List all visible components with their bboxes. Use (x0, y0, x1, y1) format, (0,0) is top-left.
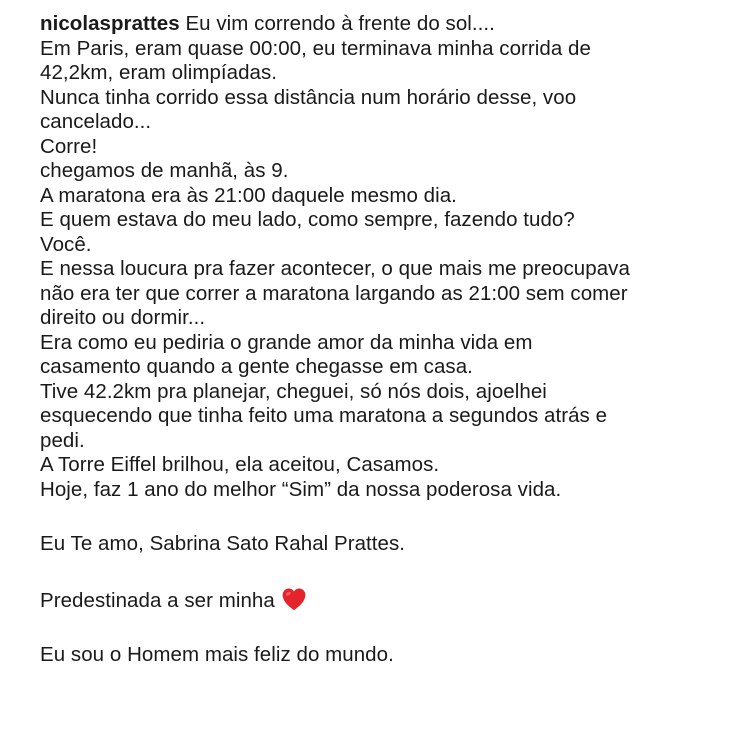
line-gap (40, 557, 730, 587)
caption-first-line (40, 12, 730, 37)
caption-line: cancelado... (40, 110, 152, 133)
caption-line: Tive 42.2km pra planejar, cheguei, só nós dois, ajoelhei (40, 379, 547, 403)
caption-line: A maratona era às 21:00 daquele mesmo dia. (40, 183, 457, 207)
caption-opening-text: Eu vim correndo à frente do sol.... (185, 12, 495, 35)
line-gap (40, 613, 730, 643)
caption-line: Em Paris, eram quase 00:00, eu terminava minha corrida de (40, 36, 591, 60)
caption-closing-line: Eu sou o Homem mais feliz do mundo. (40, 643, 394, 666)
caption-line: E quem estava do meu lado, como sempre, fazendo tudo? (40, 208, 575, 231)
caption-line: Corre! (40, 134, 98, 158)
caption-line: pedi. (40, 428, 85, 452)
caption-line: Era como eu pediria o grande amor da minha vida em (40, 330, 533, 354)
caption-line: Nunca tinha corrido essa distância num horário desse, voo (40, 85, 577, 109)
caption-line: A Torre Eiffel brilhou, ela aceitou, Casamos. (40, 453, 440, 476)
caption-line: casamento quando a gente chegasse em casa. (40, 355, 473, 378)
caption-line: direito ou dormir... (40, 306, 206, 329)
caption-line: esquecendo que tinha feito uma maratona a segundos atrás e (40, 404, 608, 427)
caption-line: E nessa loucura pra fazer acontecer, o que mais me preocupava (40, 257, 630, 280)
caption-line: 42,2km, eram olimpíadas. (40, 61, 278, 84)
caption-line: Você. (40, 232, 92, 256)
caption-predestined-line (40, 587, 730, 614)
line-gap (40, 502, 730, 532)
red-heart-icon (281, 587, 307, 611)
post-caption (40, 12, 730, 668)
username-link[interactable]: nicolasprattes (40, 12, 180, 35)
caption-love-line: Eu Te amo, Sabrina Sato Rahal Prattes. (40, 532, 406, 555)
predestined-text: Predestinada a ser minha (40, 588, 275, 612)
caption-line: Hoje, faz 1 ano do melhor “Sim” da nossa poderosa vida. (40, 477, 562, 501)
caption-line: chegamos de manhã, às 9. (40, 159, 289, 182)
caption-line: não era ter que correr a maratona largando as 21:00 sem comer (40, 281, 628, 305)
